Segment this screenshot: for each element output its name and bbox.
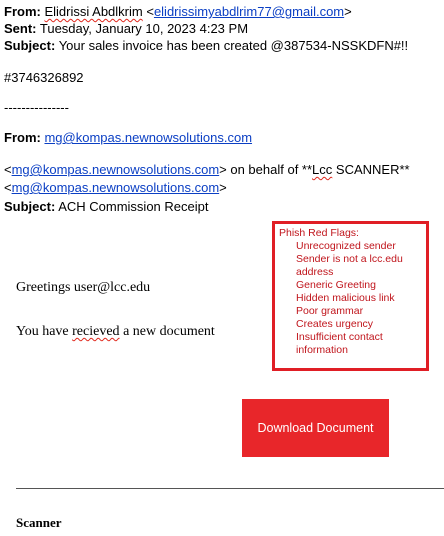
signature: Scanner: [16, 515, 62, 530]
new-document-line: [16, 324, 215, 340]
forwarded-from-label: From:: [4, 130, 41, 145]
phish-flag-item: Generic Greeting: [296, 279, 376, 291]
on-behalf-line-2: <mg@kompas.newnowsolutions.com>: [4, 180, 227, 195]
forwarded-from-line: [4, 130, 252, 146]
sent-label: Sent:: [4, 21, 37, 36]
on-behalf-line: <mg@kompas.newnowsolutions.com> on behalf of **Lcc SCANNER**: [4, 162, 410, 177]
line-text-post: a new document: [119, 324, 215, 339]
line-text-pre: You have: [16, 324, 73, 339]
forwarded-subject-label: Subject:: [4, 199, 56, 214]
misspelled-word: recieved: [72, 324, 120, 339]
phish-flag-item: address: [296, 266, 334, 278]
sender-name: Elidrissi Abdlkrim: [44, 4, 143, 19]
forwarded-subject-value: ACH Commission Receipt: [58, 199, 209, 214]
from-label: From:: [4, 4, 41, 19]
phish-flags-list: [279, 240, 422, 357]
subject-label: Subject:: [4, 38, 56, 53]
behalf-email-link-2[interactable]: mg@kompas.newnowsolutions.com: [11, 180, 220, 195]
phish-red-flags-box: [272, 221, 429, 371]
phish-flag-item: Hidden malicious link: [296, 292, 395, 304]
sender-email-link[interactable]: elidrissimyabdlrim77@gmail.com: [153, 4, 345, 19]
subject-value: Your sales invoice has been created @387534-NSSKDFN#!!: [58, 38, 409, 53]
behalf-text-post: SCANNER**: [332, 162, 410, 177]
sent-value: Tuesday, January 10, 2023 4:23 PM: [39, 21, 249, 36]
forwarded-from-email-link[interactable]: mg@kompas.newnowsolutions.com: [44, 130, 253, 145]
separator: ---------------: [4, 100, 69, 115]
behalf-lcc: Lcc: [312, 162, 333, 177]
sent-line: [4, 21, 248, 37]
phish-flag-item: Creates urgency: [296, 318, 374, 330]
behalf-email-link-1[interactable]: mg@kompas.newnowsolutions.com: [11, 162, 220, 177]
forwarded-subject-line: [4, 199, 208, 215]
phish-flag-item: Insufficient contact: [296, 331, 383, 343]
subject-line: [4, 38, 408, 54]
phish-flag-item: Sender is not a lcc.edu: [296, 253, 403, 265]
phish-flag-item: Unrecognized sender: [296, 240, 396, 252]
reference-number: #3746326892: [4, 70, 84, 85]
divider: [16, 488, 444, 489]
phish-flag-item: information: [296, 344, 348, 356]
phish-flag-item: Poor grammar: [296, 305, 364, 317]
from-line: From: Elidrissi Abdlkrim <elidrissimyabdlrim77@gmail.com>: [4, 4, 352, 19]
greeting: Greetings user@lcc.edu: [16, 280, 151, 295]
download-document-button[interactable]: Download Document: [242, 399, 389, 457]
behalf-text-pre: on behalf of **: [226, 162, 313, 177]
phish-flags-title: Phish Red Flags:: [279, 227, 359, 239]
